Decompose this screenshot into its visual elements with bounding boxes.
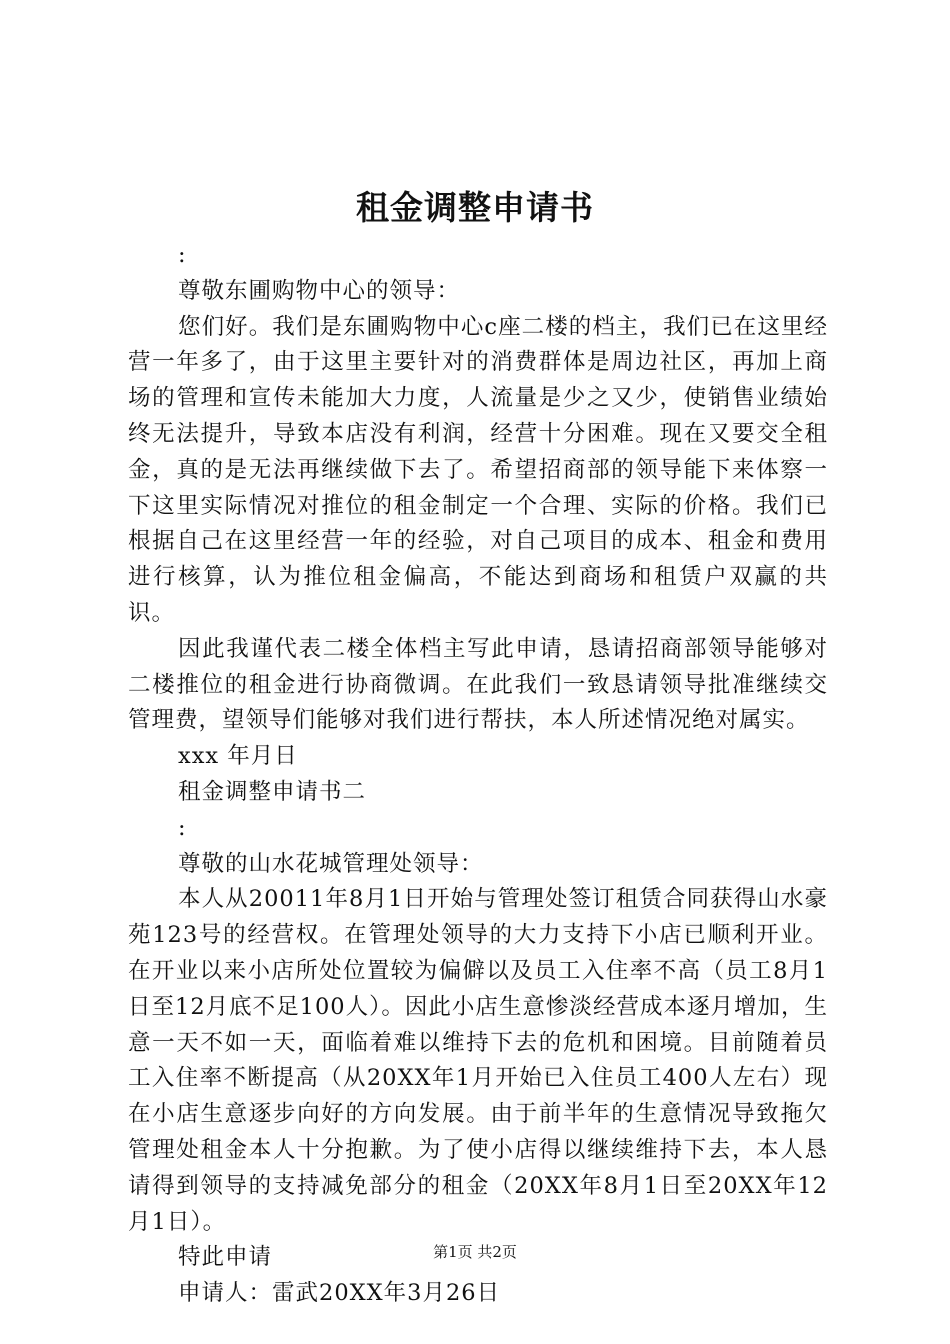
body-paragraph: 本人从20011年8月1日开始与管理处签订租赁合同获得山水豪苑123号的经营权。在管理处领导的大力支持下小店已顺利开业。在开业以来小店所处位置较为偏僻以及员工入住率不高（员工8月1日至12月底不足100人）。因此小店生意惨淡经营成本逐月增加，生意一天不如一天，面临着难以维持下去的危机和困境。目前随着员工入住率不断提高（从20XX年1月开始已入住员工400人左右）现在小店生意逐步向好的方向发展。由于前半年的生意情况导致拖欠管理处租金本人十分抱歉。为了使小店得以继续维持下去，本人恳请得到领导的支持减免部分的租金（20XX年8月1日至20XX年12月1日）。 [128, 886, 828, 1235]
salutation-placeholder: : [178, 242, 187, 268]
page-title: 租金调整申请书 [356, 188, 594, 227]
salutation-placeholder: : [178, 814, 187, 841]
date-line: xxx 年月日 [178, 743, 298, 770]
document-body [128, 238, 828, 1312]
body-paragraph: 您们好。我们是东圃购物中心c座二楼的档主，我们已在这里经营一年多了，由于这里主要针对的消费群体是周边社区，再加上商场的管理和宣传未能加大力度，人流量是少之又少，使销售业绩始终无法提升，导致本店没有利润，经营十分困难。现在又要交全租金，真的是无法再继续做下去了。希望招商部的领导能下来体察一下这里实际情况对推位的租金制定一个合理、实际的价格。我们已根据自己在这里经营一年的经验，对自己项目的成本、租金和费用进行核算，认为推位租金偏高，不能达到商场和租赁户双赢的共识。 [128, 313, 828, 626]
section-title: 租金调整申请书二 [178, 778, 367, 805]
salutation: 尊敬的山水花城管理处领导： [178, 850, 484, 877]
body-paragraph: 因此我谨代表二楼全体档主写此申请，恳请招商部领导能够对二楼推位的租金进行协商微调。在此我们一致恳请领导批准继续交管理费，望领导们能够对我们进行帮扶，本人所述情况绝对属实。 [128, 635, 828, 734]
closing-line: 特此申请 [178, 1244, 273, 1271]
signature-line: 申请人：雷武20XX年3月26日 [178, 1280, 501, 1307]
page-number-footer: 第1页 共2页 [433, 1243, 517, 1261]
salutation: 尊敬东圃购物中心的领导： [178, 277, 461, 304]
